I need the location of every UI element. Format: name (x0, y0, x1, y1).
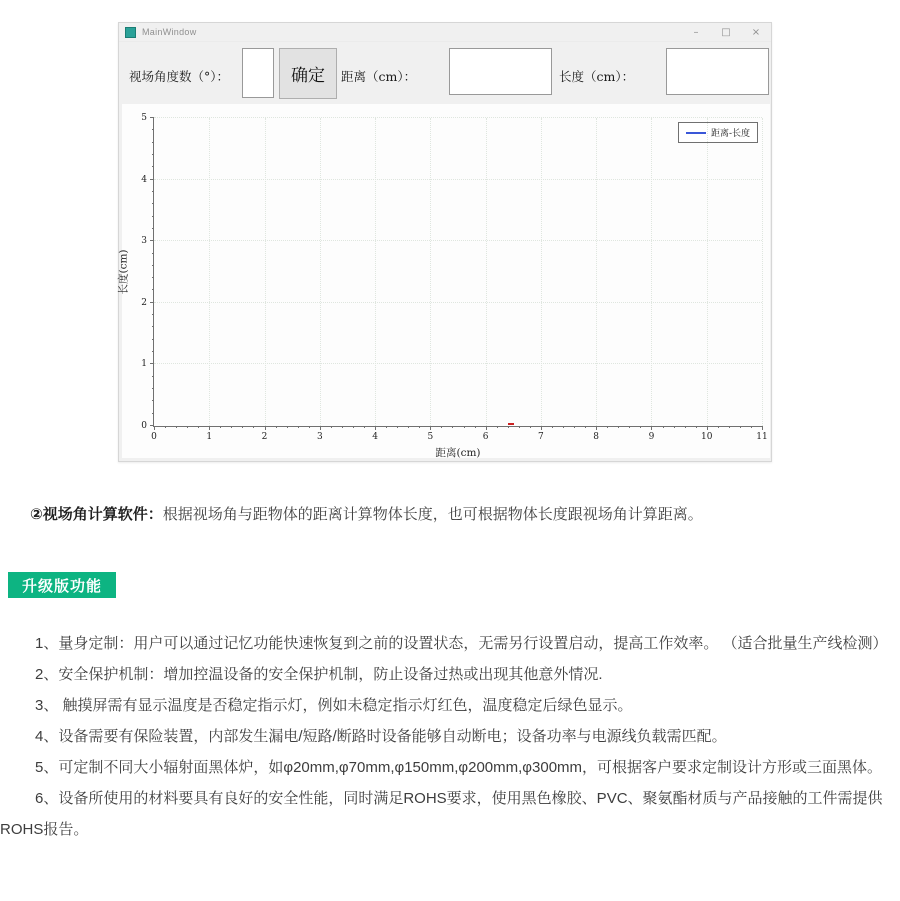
window-titlebar[interactable] (119, 23, 771, 42)
x-minor-tick (574, 426, 575, 428)
y-minor-tick (152, 326, 154, 327)
x-tick-label: 7 (538, 432, 544, 442)
x-gridline (209, 118, 210, 426)
feature-item-4: 4、设备需要有保险装置，内部发生漏电/短路/断路时设备能够自动断电；设备功率与电源线负载需匹配。 (35, 728, 727, 745)
x-tick-label: 0 (151, 432, 157, 442)
x-tick-label: 5 (427, 432, 434, 442)
y-gridline (154, 179, 762, 180)
y-tick (150, 425, 154, 426)
x-tick (707, 426, 708, 430)
y-minor-tick (152, 203, 154, 204)
y-minor-tick (152, 289, 154, 290)
feature-item-6: 6、设备所使用的材料要具有良好的安全性能，同时满足ROHS要求，使用黑色橡胶、PVC、聚氨酯材质与产品接触的工件需提供ROHS报告。 (0, 790, 883, 838)
x-minor-tick (165, 426, 166, 428)
x-minor-tick (585, 426, 586, 428)
x-gridline (596, 118, 597, 426)
x-gridline (651, 118, 652, 426)
y-minor-tick (152, 413, 154, 414)
x-tick (430, 426, 431, 430)
legend-line (686, 132, 706, 134)
x-gridline (541, 118, 542, 426)
y-tick (150, 363, 154, 364)
y-gridline (154, 240, 762, 241)
feature-item-5: 5、可定制不同大小辐射面黑体炉，如φ20mm,φ70mm,φ150mm,φ200mm,φ300mm，可根据客户要求定制设计方形或三面黑体。 (35, 759, 883, 776)
y-minor-tick (152, 277, 154, 278)
length-input[interactable] (666, 48, 769, 95)
y-gridline (154, 117, 762, 118)
x-gridline (375, 118, 376, 426)
x-minor-tick (663, 426, 664, 428)
y-tick-label: 4 (141, 174, 147, 185)
x-gridline (320, 118, 321, 426)
maximize-button[interactable]: □ (721, 26, 731, 38)
length-label: 长度（cm）： (559, 69, 635, 84)
x-minor-tick (386, 426, 387, 428)
y-tick (150, 302, 154, 303)
y-minor-tick (152, 376, 154, 377)
x-minor-tick (176, 426, 177, 428)
caption-text: 根据视场角与距物体的距离计算物体长度，也可根据物体长度跟视场角计算距离。 (162, 506, 703, 523)
x-tick (265, 426, 266, 430)
confirm-button[interactable]: 确定 (279, 48, 337, 99)
x-minor-tick (519, 426, 520, 428)
x-minor-tick (674, 426, 675, 428)
x-minor-tick (298, 426, 299, 428)
x-minor-tick (497, 426, 498, 428)
x-minor-tick (751, 426, 752, 428)
x-tick-label: 11 (756, 432, 768, 442)
y-tick-label: 1 (141, 359, 147, 370)
distance-input[interactable] (449, 48, 552, 95)
feature-item-3: 3、 触摸屏需有显示温度是否稳定指示灯，例如未稳定指示灯红色，温度稳定后绿色显示。 (35, 697, 633, 714)
x-minor-tick (640, 426, 641, 428)
y-axis-label: 长度(cm) (117, 249, 130, 295)
y-minor-tick (152, 253, 154, 254)
x-tick (375, 426, 376, 430)
data-marker (508, 423, 514, 425)
caption (30, 503, 703, 524)
y-tick-label: 0 (141, 421, 147, 431)
x-tick-label: 6 (482, 432, 489, 442)
y-minor-tick (152, 166, 154, 167)
x-minor-tick (198, 426, 199, 428)
x-minor-tick (464, 426, 465, 428)
x-gridline (430, 118, 431, 426)
x-minor-tick (563, 426, 564, 428)
x-minor-tick (452, 426, 453, 428)
x-tick (486, 426, 487, 430)
x-minor-tick (740, 426, 741, 428)
y-minor-tick (152, 314, 154, 315)
chart-canvas (117, 104, 770, 459)
window-title: MainWindow (142, 27, 197, 37)
y-tick-label: 2 (141, 297, 147, 308)
x-minor-tick (397, 426, 398, 428)
section-badge: 升级版功能 (8, 572, 116, 598)
y-minor-tick (152, 265, 154, 266)
x-minor-tick (508, 426, 509, 428)
x-tick (209, 426, 210, 430)
y-minor-tick (152, 216, 154, 217)
x-minor-tick (231, 426, 232, 428)
y-minor-tick (152, 388, 154, 389)
x-tick-label: 4 (372, 432, 378, 442)
x-minor-tick (331, 426, 332, 428)
x-minor-tick (441, 426, 442, 428)
x-tick-label: 1 (206, 432, 213, 442)
feature-item-1: 1、量身定制：用户可以通过记忆功能快速恢复到之前的设置状态，无需另行设置启动，提高工作效率。 （适合批量生产线检测） (35, 635, 888, 652)
x-minor-tick (353, 426, 354, 428)
x-tick-label: 10 (700, 432, 713, 442)
y-minor-tick (152, 351, 154, 352)
x-minor-tick (187, 426, 188, 428)
x-tick-label: 8 (593, 432, 600, 442)
close-button[interactable]: × (751, 26, 761, 38)
x-tick (541, 426, 542, 430)
x-minor-tick (242, 426, 243, 428)
y-gridline (154, 302, 762, 303)
y-minor-tick (152, 154, 154, 155)
x-minor-tick (342, 426, 343, 428)
y-tick (150, 240, 154, 241)
x-minor-tick (220, 426, 221, 428)
y-minor-tick (152, 129, 154, 130)
y-tick (150, 117, 154, 118)
y-tick-label: 3 (141, 236, 147, 247)
app-icon (125, 27, 136, 38)
x-minor-tick (685, 426, 686, 428)
y-minor-tick (152, 400, 154, 401)
x-minor-tick (364, 426, 365, 428)
y-gridline (154, 363, 762, 364)
x-tick-label: 9 (648, 432, 655, 442)
x-minor-tick (530, 426, 531, 428)
x-axis-label: 距离(cm) (435, 447, 481, 459)
fov-input[interactable] (242, 48, 274, 98)
x-gridline (265, 118, 266, 426)
x-minor-tick (408, 426, 409, 428)
y-tick (150, 179, 154, 180)
x-minor-tick (287, 426, 288, 428)
x-tick-label: 2 (261, 432, 268, 442)
y-minor-tick (152, 191, 154, 192)
x-minor-tick (607, 426, 608, 428)
x-gridline (762, 118, 763, 426)
chart-legend (678, 122, 758, 143)
y-tick-label: 5 (141, 113, 147, 123)
minimize-button[interactable]: – (693, 26, 699, 38)
x-minor-tick (718, 426, 719, 428)
x-minor-tick (309, 426, 310, 428)
plot-area (117, 113, 768, 459)
x-minor-tick (552, 426, 553, 428)
x-minor-tick (419, 426, 420, 428)
x-minor-tick (276, 426, 277, 428)
x-minor-tick (475, 426, 476, 428)
y-minor-tick (152, 142, 154, 143)
x-minor-tick (729, 426, 730, 428)
distance-label: 距离（cm）： (341, 69, 417, 84)
x-minor-tick (253, 426, 254, 428)
x-tick (320, 426, 321, 430)
x-minor-tick (696, 426, 697, 428)
x-tick (762, 426, 763, 430)
window-controls (681, 23, 771, 41)
x-tick (596, 426, 597, 430)
x-gridline (486, 118, 487, 426)
x-minor-tick (618, 426, 619, 428)
x-tick (154, 426, 155, 430)
fov-label: 视场角度数（°）： (129, 69, 230, 84)
feature-list (0, 628, 896, 845)
feature-item-2: 2、安全保护机制：增加控温设备的安全保护机制，防止设备过热或出现其他意外情况. (35, 666, 603, 683)
main-window (118, 22, 772, 462)
x-tick-label: 3 (316, 432, 323, 442)
legend-label: 距离-长度 (710, 129, 750, 139)
x-gridline (707, 118, 708, 426)
caption-lead: ②视场角计算软件： (30, 506, 163, 523)
x-minor-tick (629, 426, 630, 428)
y-minor-tick (152, 228, 154, 229)
x-tick (651, 426, 652, 430)
y-minor-tick (152, 339, 154, 340)
